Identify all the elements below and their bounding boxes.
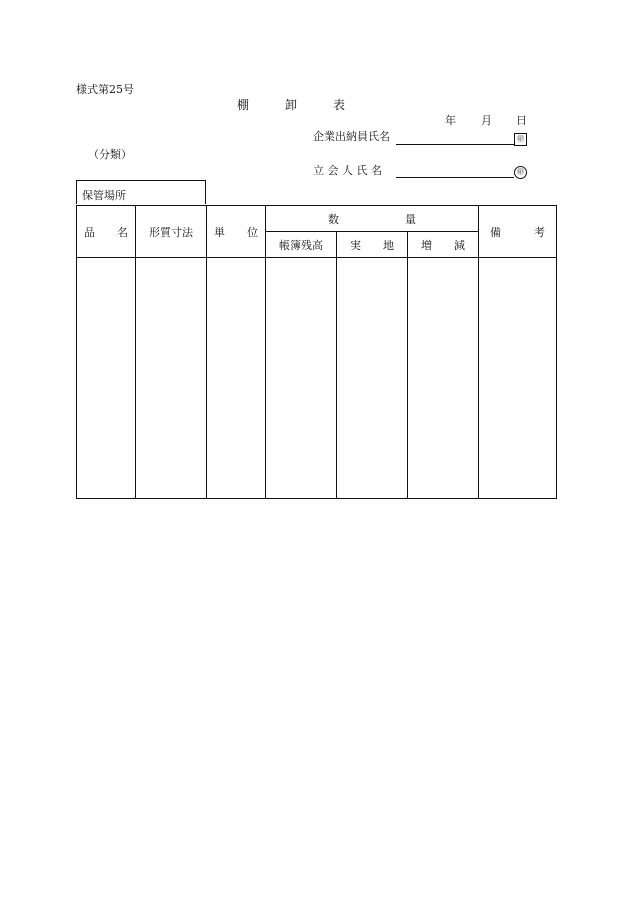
header-book-balance: 帳簿残高 <box>266 232 337 258</box>
cell-book-balance[interactable] <box>266 258 337 499</box>
table-body-row <box>77 258 557 499</box>
storage-location-label: 保管場所 <box>82 189 126 202</box>
date-year: 年 <box>445 114 456 127</box>
cell-difference[interactable] <box>408 258 479 499</box>
cell-actual[interactable] <box>337 258 408 499</box>
header-remarks: 備 考 <box>479 206 557 258</box>
cell-remarks[interactable] <box>479 258 557 499</box>
date-day: 日 <box>516 114 527 127</box>
header-spec: 形質寸法 <box>136 206 207 258</box>
witness-name-line <box>396 177 514 178</box>
header-quantity: 数 量 <box>266 206 479 232</box>
header-difference: 増 減 <box>408 232 479 258</box>
cell-spec[interactable] <box>136 258 207 499</box>
cell-item-name[interactable] <box>77 258 136 499</box>
form-number: 様式第25号 <box>76 83 134 96</box>
category-label: （分類） <box>88 148 132 161</box>
employee-name-label: 企業出納員氏名 <box>313 130 390 143</box>
cell-unit[interactable] <box>207 258 266 499</box>
inventory-table <box>76 205 557 499</box>
witness-name-label: 立 会 人 氏 名 <box>313 164 382 177</box>
witness-seal-mark: ㊞ <box>514 166 527 179</box>
header-unit: 単 位 <box>207 206 266 258</box>
header-item-name: 品 名 <box>77 206 136 258</box>
header-actual: 実 地 <box>337 232 408 258</box>
employee-seal-mark: ㊞ <box>514 133 527 146</box>
storage-location-box <box>76 180 206 204</box>
date-month: 月 <box>481 114 492 127</box>
employee-name-line <box>396 144 514 145</box>
page-title: 棚 卸 表 <box>237 98 346 112</box>
